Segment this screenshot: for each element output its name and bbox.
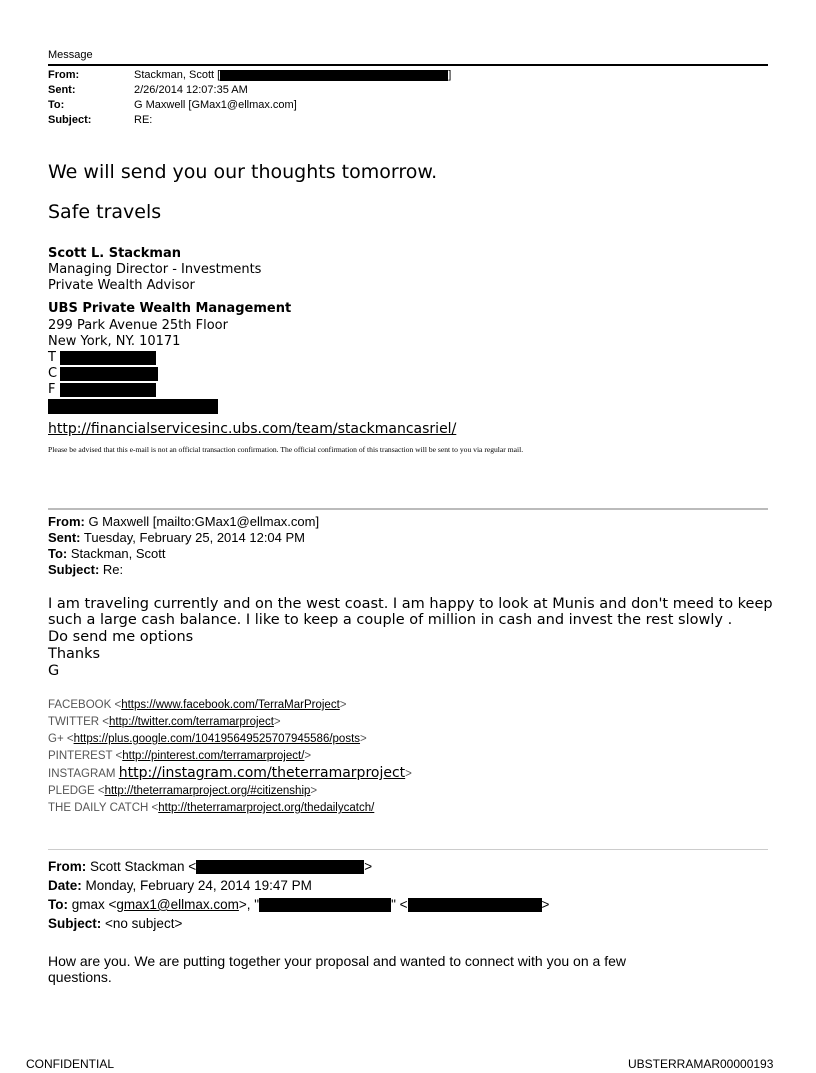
daily-catch-link[interactable]: http://theterramarproject.org/thedailycatch/: [158, 802, 375, 814]
signature-address-2: New York, NY. 10171: [48, 334, 181, 349]
link-label: G+ <: [48, 733, 74, 745]
link-label: FACEBOOK <: [48, 699, 122, 711]
redaction-block: [408, 898, 542, 912]
msg2-subject-label: Subject:: [48, 562, 100, 577]
section-divider: [48, 508, 768, 510]
pinterest-link[interactable]: http://pinterest.com/terramarproject/: [122, 750, 305, 762]
msg2-subject-row: [48, 562, 123, 578]
phone-c-label: C: [48, 366, 58, 381]
link-close: >: [310, 785, 318, 797]
msg3-date-value: Monday, February 24, 2014 19:47 PM: [81, 878, 312, 893]
social-link-gplus: [48, 731, 412, 748]
msg3-from-row: [48, 858, 372, 876]
redaction-block: [60, 367, 158, 381]
signature-url-link[interactable]: http://financialservicesinc.ubs.com/team/stackmancasriel/: [48, 421, 457, 437]
msg2-from-label: From:: [48, 514, 85, 529]
social-link-pledge: [48, 783, 412, 800]
redaction-block: [220, 70, 448, 81]
msg2-to-row: [48, 546, 166, 562]
signature-address-1: 299 Park Avenue 25th Floor: [48, 318, 228, 333]
msg2-body-line-2: such a large cash balance. I like to keep a couple of million in cash and invest the rest slowly .: [48, 612, 733, 628]
msg2-from-row: [48, 514, 319, 530]
signature-name: Scott L. Stackman: [48, 246, 181, 261]
msg3-subject-label: Subject:: [48, 916, 102, 931]
subject-value: RE:: [134, 114, 153, 126]
msg3-date-label: Date:: [48, 878, 82, 893]
signature-title-1: Managing Director - Investments: [48, 262, 262, 277]
link-label: PLEDGE <: [48, 785, 105, 797]
msg2-sent-value: Tuesday, February 25, 2014 12:04 PM: [80, 530, 306, 545]
message-label: Message: [48, 49, 93, 61]
phone-c-row: [48, 366, 57, 382]
msg2-sent-row: [48, 530, 305, 546]
msg2-body-line-3: Do send me options: [48, 629, 194, 645]
msg3-from-value: Scott Stackman <: [86, 859, 197, 874]
social-link-daily-catch: [48, 800, 412, 817]
to-label: To:: [48, 99, 65, 111]
instagram-link[interactable]: http://instagram.com/theterramarproject: [118, 765, 406, 781]
section-divider: [48, 849, 768, 850]
subject-label: Subject:: [48, 114, 92, 126]
link-close: >: [405, 768, 412, 780]
msg3-subject-row: [48, 915, 182, 933]
sent-value: 2/26/2014 12:07:35 AM: [134, 84, 248, 96]
facebook-link[interactable]: https://www.facebook.com/TerraMarProject: [121, 699, 340, 711]
msg3-subject-value: <no subject>: [101, 916, 183, 931]
social-links: [48, 697, 412, 817]
twitter-link[interactable]: http://twitter.com/terramarproject: [109, 716, 274, 728]
phone-f-row: [48, 382, 55, 398]
redaction-block: [60, 383, 156, 397]
msg3-date-row: [48, 877, 312, 895]
msg3-to-email-link[interactable]: gmax1@ellmax.com: [116, 897, 239, 912]
msg3-to-row: [48, 896, 549, 914]
msg3-to-close: >: [541, 897, 550, 912]
link-close: >: [339, 699, 347, 711]
reply-line-1: We will send you our thoughts tomorrow.: [48, 161, 438, 183]
msg2-to-value: Stackman, Scott: [67, 546, 166, 561]
redaction-block: [48, 399, 218, 414]
from-name: Stackman, Scott [: [134, 69, 221, 81]
link-close: >: [304, 750, 312, 762]
msg2-body-line-1: I am traveling currently and on the west coast. I am happy to look at Munis and don't meed to keep: [48, 596, 773, 612]
msg3-to-pre: gmax <: [68, 897, 117, 912]
redaction-block: [196, 860, 364, 874]
msg2-subject-value: Re:: [99, 562, 124, 577]
signature-company: UBS Private Wealth Management: [48, 301, 292, 316]
from-close: ]: [448, 69, 452, 81]
msg2-body-line-5: G: [48, 663, 60, 679]
msg3-from-close: >: [364, 859, 373, 874]
from-label: From:: [48, 69, 80, 81]
reply-line-2: Safe travels: [48, 201, 162, 223]
link-label: THE DAILY CATCH <: [48, 802, 159, 814]
msg2-to-label: To:: [48, 546, 68, 561]
signature-title-2: Private Wealth Advisor: [48, 278, 195, 293]
msg3-from-label: From:: [48, 859, 87, 874]
redaction-block: [259, 898, 391, 912]
msg3-to-post: >, ": [238, 897, 260, 912]
social-link-twitter: [48, 714, 412, 731]
phone-t-row: [48, 350, 56, 366]
social-link-instagram: [48, 765, 412, 783]
disclaimer-text: Please be advised that this e-mail is not an official transaction confirmation. The official confirmation of this transaction will be sent to you via regular mail.: [48, 445, 524, 454]
link-close: >: [273, 716, 281, 728]
msg3-to-label: To:: [48, 897, 68, 912]
msg3-body-line-1: How are you. We are putting together your proposal and wanted to connect with you on a few: [48, 953, 626, 969]
pledge-link[interactable]: http://theterramarproject.org/#citizenship: [104, 785, 311, 797]
msg2-body-line-4: Thanks: [48, 646, 101, 662]
msg2-from-value: G Maxwell [mailto:GMax1@ellmax.com]: [84, 514, 320, 529]
gplus-link[interactable]: https://plus.google.com/104195649525707945586/posts: [73, 733, 361, 745]
link-close: >: [360, 733, 367, 745]
msg3-to-mid: " <: [391, 897, 408, 912]
phone-t-label: T: [48, 350, 56, 365]
from-value: [134, 69, 451, 81]
sent-label: Sent:: [48, 84, 76, 96]
link-label: INSTAGRAM: [48, 768, 119, 780]
social-link-facebook: [48, 697, 412, 714]
to-value: G Maxwell [GMax1@ellmax.com]: [134, 99, 297, 111]
msg2-sent-label: Sent:: [48, 530, 81, 545]
header-rule: [48, 64, 768, 66]
link-label: PINTEREST <: [48, 750, 123, 762]
footer-bates-number: UBSTERRAMAR00000193: [628, 1057, 774, 1071]
footer-confidential: CONFIDENTIAL: [26, 1057, 115, 1071]
msg3-body-line-2: questions.: [48, 969, 112, 985]
redaction-block: [60, 351, 156, 365]
social-link-pinterest: [48, 748, 412, 765]
link-label: TWITTER <: [48, 716, 110, 728]
phone-f-label: F: [48, 382, 56, 397]
